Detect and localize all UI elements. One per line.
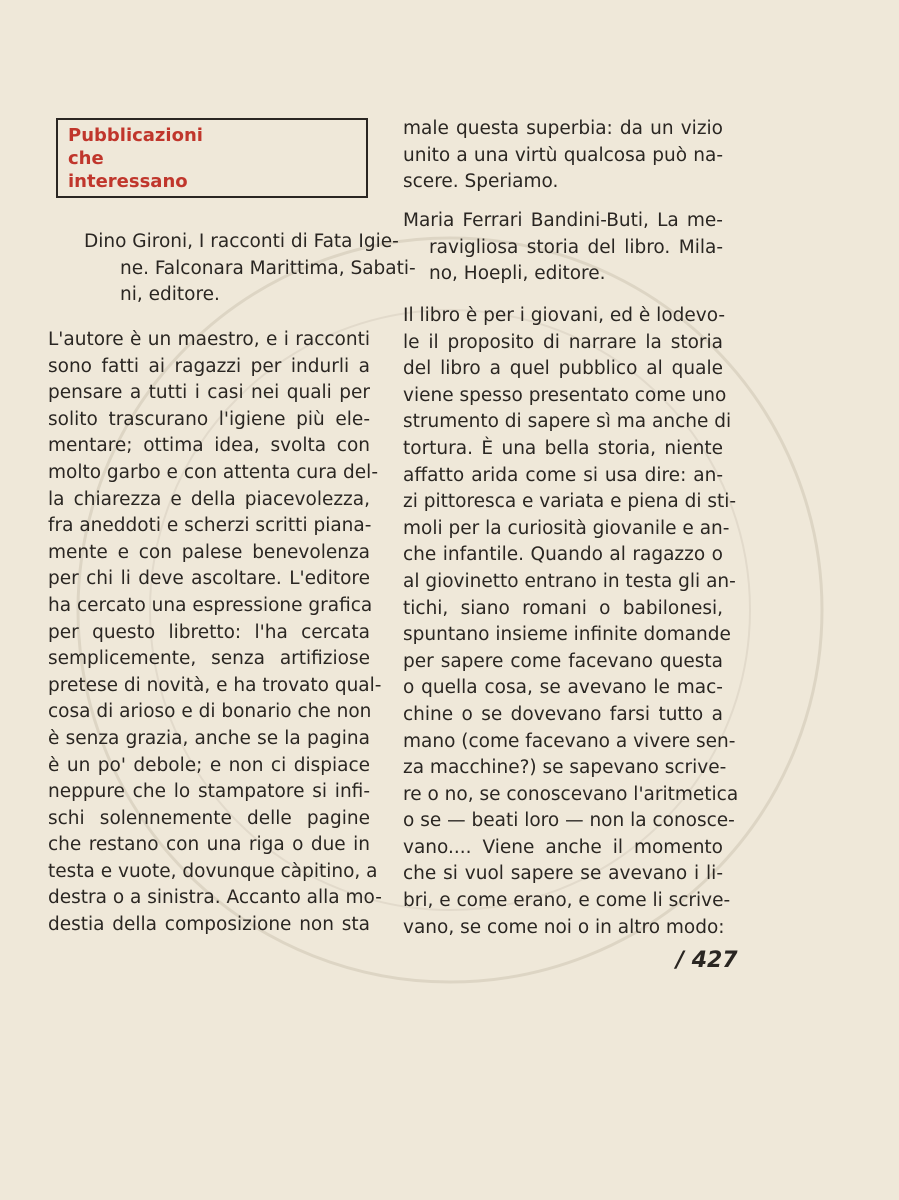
text-line: mente e con palese benevolenza (48, 541, 370, 563)
text-line: fra aneddoti e scherzi scritti piana- (48, 515, 372, 537)
section-title-line: Pubblicazioni (68, 125, 203, 146)
text-line: tichi, siano romani o babilonesi, (403, 597, 723, 619)
left-book-entry (48, 229, 416, 309)
text-line: per questo libretto: l'ha cercata (48, 621, 370, 643)
book-citation-line: ravigliosa storia del libro. Mila- (429, 236, 723, 258)
book-citation-line: Dino Gironi, I racconti di Fata Igie- (84, 231, 399, 252)
book-citation-line: ni, editore. (120, 284, 220, 306)
text-line: neppure che lo stampatore si infi- (48, 781, 370, 803)
text-line: solito trascurano l'igiene più ele- (48, 408, 370, 430)
text-line: la chiarezza e della piacevolezza, (48, 488, 370, 510)
text-line: al giovinetto entrano in testa gli an- (403, 570, 736, 592)
text-line: per chi li deve ascoltare. L'editore (48, 568, 370, 590)
text-line: affatto arida come si usa dire: an- (403, 464, 723, 486)
text-line: pretese di novità, e ha trovato qual- (48, 674, 382, 696)
text-line: che infantile. Quando al ragazzo o (403, 544, 723, 566)
book-citation-line: no, Hoepli, editore. (429, 263, 606, 285)
section-title-line: che (68, 148, 104, 169)
text-line: mentare; ottima idea, svolta con (48, 435, 370, 457)
text-line: unito a una virtù qualcosa può na- (403, 144, 723, 166)
right-continuation-paragraph (403, 116, 723, 196)
section-header-box (56, 118, 368, 198)
text-line: moli per la curiosità giovanile e an- (403, 517, 730, 539)
text-line: destra o a sinistra. Accanto alla mo- (48, 887, 382, 909)
text-line: spuntano insieme infinite domande (403, 624, 731, 646)
text-line: o quella cosa, se avevano le mac- (403, 677, 723, 699)
book-citation-line: Maria Ferrari Bandini-Buti, La me- (403, 210, 723, 231)
text-line: sono fatti ai ragazzi per indurli a (48, 355, 370, 377)
text-line: re o no, se conoscevano l'aritmetica (403, 783, 739, 805)
text-line: del libro a quel pubblico al quale (403, 358, 723, 380)
text-line: Il libro è per i giovani, ed è lodevo- (403, 305, 726, 326)
text-line: molto garbo e con attenta cura del- (48, 461, 379, 483)
left-review-paragraph (48, 327, 382, 939)
text-line: vano, se come noi o in altro modo: (403, 916, 725, 938)
book-citation-line: ne. Falconara Marittima, Sabati- (120, 257, 416, 279)
text-line: vano.... Viene anche il momento (403, 836, 723, 858)
text-line: per sapere come facevano questa (403, 650, 723, 672)
text-line: scere. Speriamo. (403, 171, 559, 193)
text-line: zi pittoresca e variata e piena di sti- (403, 491, 737, 513)
text-line: o se — beati loro — non la conosce- (403, 810, 735, 832)
text-line: che restano con una riga o due in (48, 834, 370, 856)
text-line: è senza grazia, anche se la pagina (48, 727, 370, 749)
text-line: ha cercato una espressione grafica (48, 594, 373, 616)
right-review-paragraph (403, 303, 739, 941)
text-line: destia della composizione non sta (48, 914, 370, 936)
text-line: L'autore è un maestro, e i racconti (48, 329, 370, 350)
text-line: viene spesso presentato come uno (403, 384, 727, 406)
text-line: mano (come facevano a vivere sen- (403, 730, 736, 752)
text-line: tortura. È una bella storia, niente (403, 437, 723, 459)
text-line: chine o se dovevano farsi tutto a (403, 703, 723, 725)
text-line: cosa di arioso e di bonario che non (48, 701, 372, 723)
page-number: / 427 (676, 948, 738, 973)
text-line: le il proposito di narrare la storia (403, 331, 723, 353)
text-line: testa e vuote, dovunque càpitino, a (48, 860, 378, 882)
section-title-line: interessano (68, 171, 188, 192)
text-line: bri, e come erano, e come li scrive- (403, 890, 731, 912)
text-line: è un po' debole; e non ci dispiace (48, 754, 370, 776)
text-line: za macchine?) se sapevano scrive- (403, 757, 727, 779)
right-book-entry (403, 208, 723, 288)
text-line: strumento di sapere sì ma anche di (403, 411, 732, 433)
text-line: pensare a tutti i casi nei quali per (48, 382, 370, 404)
text-line: semplicemente, senza artifiziose (48, 648, 370, 670)
text-line: male questa superbia: da un vizio (403, 118, 723, 139)
text-line: schi solennemente delle pagine (48, 807, 370, 829)
text-line: che si vuol sapere se avevano i li- (403, 863, 723, 885)
